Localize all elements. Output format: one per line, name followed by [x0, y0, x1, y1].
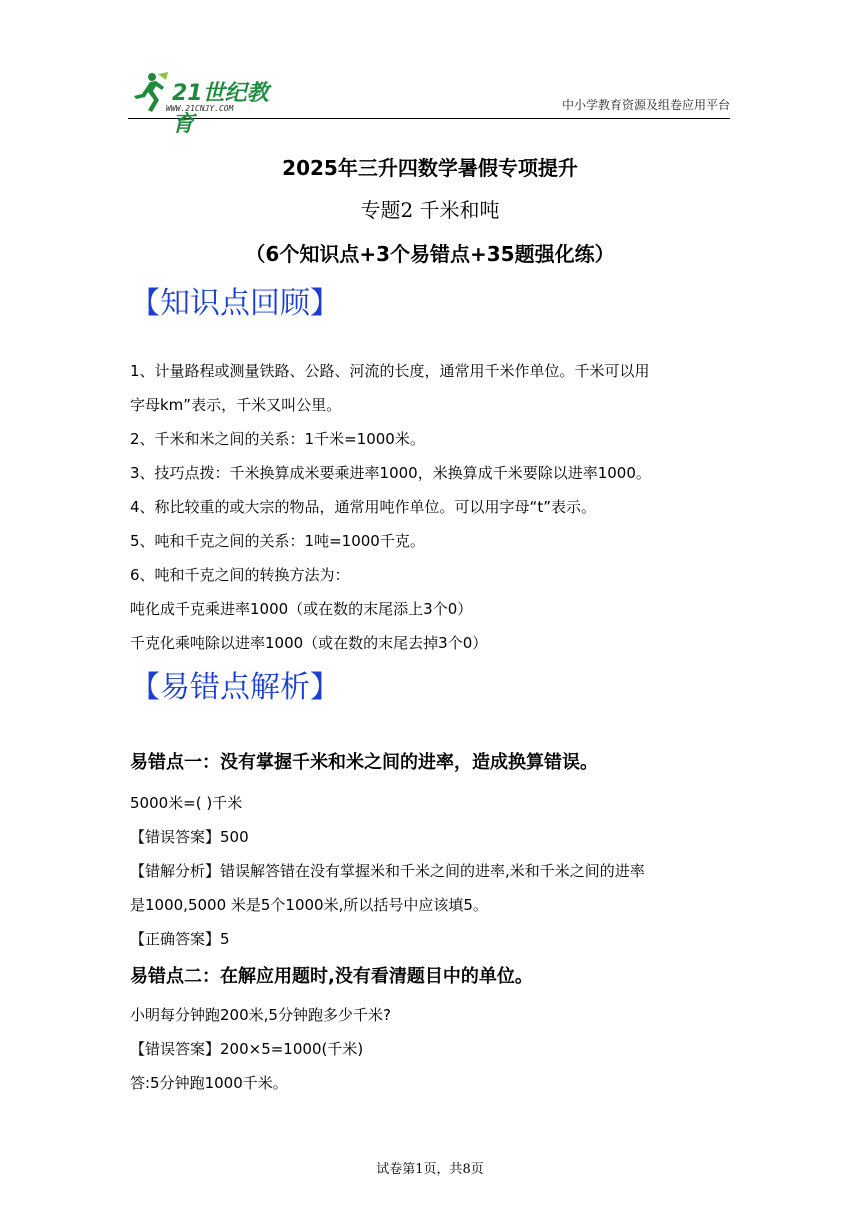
platform-label: 中小学教育资源及组卷应用平台	[561, 98, 730, 112]
mistake-1-line: 5000米=( )千米	[130, 794, 243, 812]
mistake-2-line: 答:5分钟跑1000千米。	[130, 1074, 288, 1092]
topic-title: 专题2 千米和吨	[360, 198, 500, 222]
mistakes-heading: 【易错点解析】	[130, 670, 340, 705]
mistake-1-line: 【错误答案】500	[130, 828, 249, 846]
logo-url: WWW.21CNJY.COM	[166, 104, 234, 113]
knowledge-line: 吨化成千克乘进率1000（或在数的末尾添上3个0）	[130, 600, 473, 618]
page-header	[128, 66, 730, 137]
mistake-2-line: 【错误答案】200×5=1000(千米)	[130, 1040, 364, 1058]
mistake-1-line: 【错解分析】错误解答错在没有掌握米和千米之间的进率,米和千米之间的进率	[130, 862, 645, 880]
knowledge-line: 1、计量路程或测量铁路、公路、河流的长度，通常用千米作单位。千米可以用	[130, 362, 650, 380]
main-title: 2025年三升四数学暑假专项提升	[282, 156, 578, 180]
logo	[128, 68, 288, 137]
knowledge-line: 2、千米和米之间的关系：1千米=1000米。	[130, 430, 425, 448]
knowledge-line: 字母km”表示，千米又叫公里。	[130, 396, 342, 414]
page-footer: 试卷第1页，共8页	[376, 1162, 484, 1177]
knowledge-line: 6、吨和千克之间的转换方法为：	[130, 566, 350, 584]
knowledge-line: 5、吨和千克之间的关系：1吨=1000千克。	[130, 532, 425, 550]
knowledge-line: 3、技巧点拨：千米换算成米要乘进率1000，米换算成千米要除以进率1000。	[130, 464, 651, 482]
mistake-2-title: 易错点二：在解应用题时,没有看清题目中的单位。	[130, 966, 533, 987]
mistake-1-title: 易错点一：没有掌握千米和米之间的进率，造成换算错误。	[130, 752, 598, 773]
mistake-2-line: 小明每分钟跑200米,5分钟跑多少千米?	[130, 1006, 391, 1024]
knowledge-heading: 【知识点回顾】	[130, 286, 340, 321]
mistake-1-line: 是1000,5000 米是5个1000米,所以括号中应该填5。	[130, 896, 488, 914]
subtitle: （6个知识点+3个易错点+35题强化练）	[245, 242, 615, 266]
knowledge-line: 4、称比较重的或大宗的物品，通常用吨作单位。可以用字母“t”表示。	[130, 498, 596, 516]
knowledge-line: 千克化乘吨除以进率1000（或在数的末尾去掉3个0）	[130, 634, 488, 652]
logo-text: 21世纪教育	[172, 81, 269, 137]
mistake-1-line: 【正确答案】5	[130, 930, 230, 948]
